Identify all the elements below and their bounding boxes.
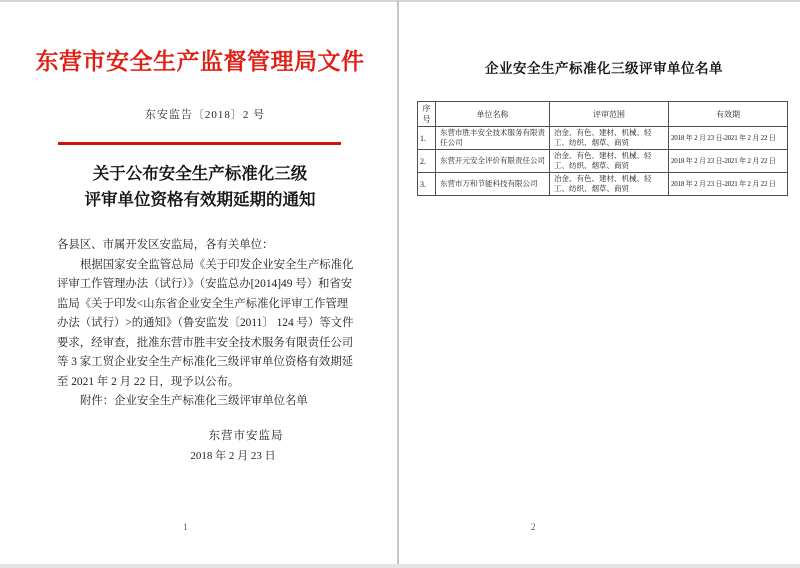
signature-date: 2018 年 2 月 23 日 — [190, 450, 276, 462]
document-title — [28, 161, 372, 213]
page-divider-line — [397, 0, 399, 564]
agency-red-header: 东营市安全生产监督管理局文件 — [35, 49, 365, 74]
cell-scope: 冶金、有色、建材、机械、轻工、纺织、烟草、商贸 — [550, 173, 669, 196]
review-units-table — [417, 101, 788, 196]
cell-validity: 2018 年 2 月 23 日-2021 年 2 月 22 日 — [669, 173, 788, 196]
cell-serial: 2. — [418, 150, 436, 173]
table-header-row — [418, 102, 788, 127]
cell-validity: 2018 年 2 月 23 日-2021 年 2 月 22 日 — [669, 127, 788, 150]
body-line: 各县区、市属开发区安监局，各有关单位： — [57, 239, 274, 251]
cell-serial: 1. — [418, 127, 436, 150]
signature-agency: 东营市安监局 — [208, 430, 284, 442]
cell-validity: 2018 年 2 月 23 日-2021 年 2 月 22 日 — [669, 150, 788, 173]
page-number-1: 1 — [183, 522, 188, 532]
body-line: 办法（试行）>的通知》（鲁安监发〔2011〕 124 号）等文件 — [57, 317, 354, 329]
document-title-line1: 关于公布安全生产标准化三级 — [92, 164, 308, 183]
cell-scope: 冶金、有色、建材、机械、轻工、纺织、烟草、商贸 — [550, 150, 669, 173]
column-header-validity: 有效期 — [669, 102, 788, 127]
table-row — [418, 127, 788, 150]
body-line: 附件：企业安全生产标准化三级评审单位名单 — [80, 395, 308, 407]
table-row — [418, 173, 788, 196]
cell-scope: 冶金、有色、建材、机械、轻工、纺织、烟草、商贸 — [550, 127, 669, 150]
body-line: 等 3 家工贸企业安全生产标准化三级评审单位资格有效期延 — [57, 356, 354, 368]
body-line: 至 2021 年 2 月 22 日，现予以公布。 — [57, 375, 240, 388]
document-title-line2: 评审单位资格有效期延期的通知 — [84, 190, 316, 209]
red-divider-rule — [58, 142, 341, 145]
top-edge-line — [0, 0, 800, 2]
body-line: 根据国家安全监管总局《关于印发企业安全生产标准化 — [80, 258, 354, 271]
page-number-2: 2 — [531, 522, 536, 532]
column-header-name: 单位名称 — [436, 102, 550, 127]
column-header-no: 序号 — [418, 102, 436, 127]
column-header-scope: 评审范围 — [550, 102, 669, 127]
body-line: 评审工作管理办法（试行）》（安监总办[2014]49 号）和省安 — [57, 278, 353, 290]
body-line: 监局《关于印发<山东省企业安全生产标准化评审工作管理 — [57, 297, 349, 310]
document-body — [57, 236, 357, 412]
document-number: 东安监告〔2018〕2 号 — [144, 109, 266, 121]
table-row — [418, 150, 788, 173]
cell-name: 东营开元安全评价有限责任公司 — [436, 150, 550, 173]
cell-name: 东营市万和节能科技有限公司 — [436, 173, 550, 196]
body-line: 要求，经审查，批准东营市胜丰安全技术服务有限责任公司 — [57, 336, 354, 349]
bottom-edge-line — [0, 564, 800, 568]
cell-serial: 3. — [418, 173, 436, 196]
cell-name: 东营市胜丰安全技术服务有限责任公司 — [436, 127, 550, 150]
attachment-title: 企业安全生产标准化三级评审单位名单 — [485, 61, 723, 76]
